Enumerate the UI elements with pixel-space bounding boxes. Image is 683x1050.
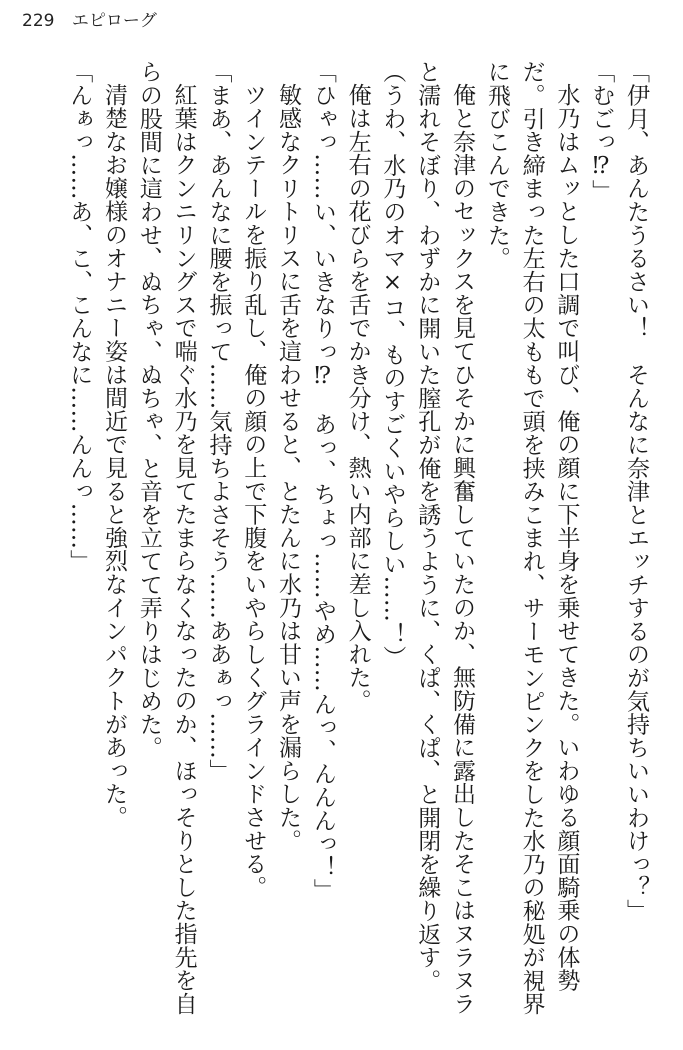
paragraph-13: 「んぁっ……あ、こ、こんなに……んんっ……」	[66, 60, 93, 573]
paragraph-10: 「まあ、あんなに腰を振って……気持ちよさそう……ああぁっ……」	[205, 60, 232, 783]
vertical-text-body	[23, 60, 653, 1028]
paragraph-4: 俺と奈津のセックスを見てひそかに興奮していたのか、無防備に露出したそこはヌラヌラと濡れそぼり、わずかに開いた膣孔が俺を誘うように、くぱ、くぱ、と開閉を繰り返す。	[414, 60, 476, 1015]
page-header	[22, 6, 157, 31]
paragraph-12: 清楚なお嬢様のオナニー姿は間近で見ると強烈なインパクトがあった。	[101, 83, 128, 829]
paragraph-9: ツインテールを振り乱し、俺の顔の上で下腹をいやらしくグラインドさせる。	[240, 83, 267, 899]
paragraph-5: （うわ、水乃のオマ×コ、ものすごくいやらしい……！）	[379, 60, 406, 669]
page-number: 229	[22, 11, 55, 31]
paragraph-1: 「伊月、あんたうるさい！ そんなに奈津とエッチするのが気持ちいいわけっ？」	[623, 60, 649, 923]
paragraph-8: 敏感なクリトリスに舌を這わせると、とたんに水乃は甘い声を漏らした。	[275, 83, 302, 852]
paragraph-6: 俺は左右の花びらを舌でかき分け、熱い内部に差し入れた。	[344, 83, 371, 713]
chapter-title: エピローグ	[71, 11, 157, 31]
paragraph-11: 紅葉はクンニリングスで喘ぐ水乃を見てたまらなくなったのか、ほっそりとした指先を自らの股間に這わせ、ぬちゃ、ぬちゃ、と音を立てて弄りはじめた。	[135, 60, 197, 1015]
paragraph-3: 水乃はムッとした口調で叫び、俺の顔に下半身を乗せてきた。いわゆる顔面騎乗の体勢だ。引き締まった左右の太ももで頭を挟みこまれ、サーモンピンクをした水乃の秘処が視界に飛びこんできた。	[483, 60, 580, 1016]
paragraph-7: 「ひゃっ……い、いきなりっ⁉ あっ、ちょっ……やめ……んっ、んんんっ！」	[309, 60, 336, 902]
paragraph-2: 「むごっ⁉」	[588, 60, 615, 203]
